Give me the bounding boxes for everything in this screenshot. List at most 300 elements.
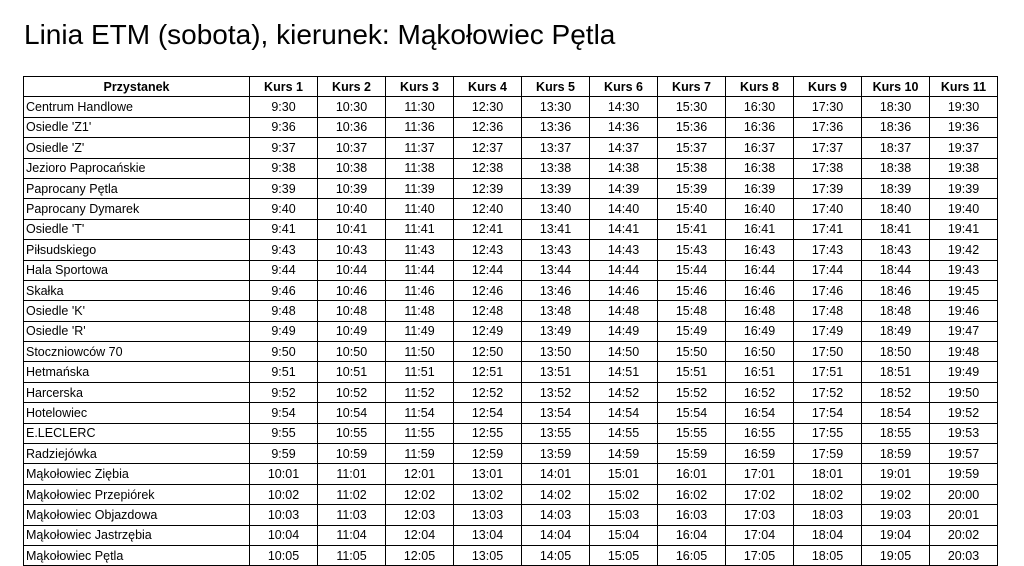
table-row xyxy=(24,403,998,423)
departure-time-cell: 16:48 xyxy=(726,301,794,321)
departure-time-cell: 10:05 xyxy=(250,545,318,565)
departure-time-cell: 16:54 xyxy=(726,403,794,423)
departure-time-cell: 16:04 xyxy=(658,525,726,545)
departure-time-cell: 10:50 xyxy=(318,342,386,362)
table-row xyxy=(24,342,998,362)
departure-time-cell: 14:51 xyxy=(590,362,658,382)
departure-time-cell: 16:52 xyxy=(726,382,794,402)
column-header-kurs-6: Kurs 6 xyxy=(590,77,658,97)
table-row xyxy=(24,545,998,565)
departure-time-cell: 18:39 xyxy=(862,178,930,198)
departure-time-cell: 13:05 xyxy=(454,545,522,565)
departure-time-cell: 15:40 xyxy=(658,199,726,219)
stop-name-cell: Mąkołowiec Jastrzębia xyxy=(24,525,250,545)
departure-time-cell: 17:30 xyxy=(794,97,862,117)
departure-time-cell: 13:03 xyxy=(454,505,522,525)
departure-time-cell: 10:01 xyxy=(250,464,318,484)
departure-time-cell: 11:46 xyxy=(386,280,454,300)
departure-time-cell: 11:01 xyxy=(318,464,386,484)
departure-time-cell: 11:59 xyxy=(386,444,454,464)
departure-time-cell: 17:46 xyxy=(794,280,862,300)
departure-time-cell: 14:37 xyxy=(590,138,658,158)
departure-time-cell: 15:41 xyxy=(658,219,726,239)
departure-time-cell: 9:44 xyxy=(250,260,318,280)
table-row xyxy=(24,199,998,219)
departure-time-cell: 15:59 xyxy=(658,444,726,464)
departure-time-cell: 16:40 xyxy=(726,199,794,219)
departure-time-cell: 18:04 xyxy=(794,525,862,545)
departure-time-cell: 13:44 xyxy=(522,260,590,280)
departure-time-cell: 19:43 xyxy=(930,260,998,280)
departure-time-cell: 17:43 xyxy=(794,240,862,260)
timetable xyxy=(23,76,998,566)
departure-time-cell: 14:54 xyxy=(590,403,658,423)
departure-time-cell: 18:37 xyxy=(862,138,930,158)
departure-time-cell: 14:05 xyxy=(522,545,590,565)
departure-time-cell: 15:52 xyxy=(658,382,726,402)
table-row xyxy=(24,444,998,464)
departure-time-cell: 13:02 xyxy=(454,484,522,504)
departure-time-cell: 11:54 xyxy=(386,403,454,423)
departure-time-cell: 14:01 xyxy=(522,464,590,484)
departure-time-cell: 13:04 xyxy=(454,525,522,545)
column-header-stop: Przystanek xyxy=(24,77,250,97)
table-row xyxy=(24,138,998,158)
departure-time-cell: 12:04 xyxy=(386,525,454,545)
departure-time-cell: 16:51 xyxy=(726,362,794,382)
departure-time-cell: 15:51 xyxy=(658,362,726,382)
departure-time-cell: 9:50 xyxy=(250,342,318,362)
departure-time-cell: 16:41 xyxy=(726,219,794,239)
departure-time-cell: 18:51 xyxy=(862,362,930,382)
column-header-kurs-4: Kurs 4 xyxy=(454,77,522,97)
departure-time-cell: 9:51 xyxy=(250,362,318,382)
departure-time-cell: 19:40 xyxy=(930,199,998,219)
departure-time-cell: 19:45 xyxy=(930,280,998,300)
departure-time-cell: 19:36 xyxy=(930,117,998,137)
departure-time-cell: 18:43 xyxy=(862,240,930,260)
departure-time-cell: 10:30 xyxy=(318,97,386,117)
stop-name-cell: Mąkołowiec Pętla xyxy=(24,545,250,565)
departure-time-cell: 13:54 xyxy=(522,403,590,423)
departure-time-cell: 16:46 xyxy=(726,280,794,300)
departure-time-cell: 18:59 xyxy=(862,444,930,464)
departure-time-cell: 20:02 xyxy=(930,525,998,545)
table-row xyxy=(24,158,998,178)
departure-time-cell: 9:39 xyxy=(250,178,318,198)
departure-time-cell: 19:53 xyxy=(930,423,998,443)
departure-time-cell: 16:02 xyxy=(658,484,726,504)
departure-time-cell: 10:46 xyxy=(318,280,386,300)
departure-time-cell: 12:50 xyxy=(454,342,522,362)
departure-time-cell: 14:59 xyxy=(590,444,658,464)
departure-time-cell: 9:36 xyxy=(250,117,318,137)
departure-time-cell: 14:04 xyxy=(522,525,590,545)
departure-time-cell: 18:52 xyxy=(862,382,930,402)
departure-time-cell: 12:55 xyxy=(454,423,522,443)
departure-time-cell: 9:41 xyxy=(250,219,318,239)
table-body xyxy=(24,97,998,566)
departure-time-cell: 16:43 xyxy=(726,240,794,260)
column-header-kurs-7: Kurs 7 xyxy=(658,77,726,97)
departure-time-cell: 14:50 xyxy=(590,342,658,362)
departure-time-cell: 10:43 xyxy=(318,240,386,260)
departure-time-cell: 10:55 xyxy=(318,423,386,443)
departure-time-cell: 15:30 xyxy=(658,97,726,117)
departure-time-cell: 14:36 xyxy=(590,117,658,137)
departure-time-cell: 12:54 xyxy=(454,403,522,423)
departure-time-cell: 17:50 xyxy=(794,342,862,362)
table-row xyxy=(24,464,998,484)
departure-time-cell: 13:51 xyxy=(522,362,590,382)
departure-time-cell: 18:02 xyxy=(794,484,862,504)
table-row xyxy=(24,484,998,504)
departure-time-cell: 16:05 xyxy=(658,545,726,565)
departure-time-cell: 19:30 xyxy=(930,97,998,117)
stop-name-cell: Osiedle 'Z1' xyxy=(24,117,250,137)
departure-time-cell: 12:48 xyxy=(454,301,522,321)
departure-time-cell: 11:05 xyxy=(318,545,386,565)
departure-time-cell: 10:04 xyxy=(250,525,318,545)
departure-time-cell: 12:01 xyxy=(386,464,454,484)
departure-time-cell: 14:43 xyxy=(590,240,658,260)
departure-time-cell: 12:40 xyxy=(454,199,522,219)
table-row xyxy=(24,178,998,198)
departure-time-cell: 12:30 xyxy=(454,97,522,117)
departure-time-cell: 10:48 xyxy=(318,301,386,321)
departure-time-cell: 9:52 xyxy=(250,382,318,402)
stop-name-cell: Hetmańska xyxy=(24,362,250,382)
departure-time-cell: 14:46 xyxy=(590,280,658,300)
departure-time-cell: 9:37 xyxy=(250,138,318,158)
departure-time-cell: 17:36 xyxy=(794,117,862,137)
departure-time-cell: 9:46 xyxy=(250,280,318,300)
departure-time-cell: 10:38 xyxy=(318,158,386,178)
departure-time-cell: 18:41 xyxy=(862,219,930,239)
departure-time-cell: 17:49 xyxy=(794,321,862,341)
departure-time-cell: 12:41 xyxy=(454,219,522,239)
departure-time-cell: 12:38 xyxy=(454,158,522,178)
departure-time-cell: 19:52 xyxy=(930,403,998,423)
departure-time-cell: 17:51 xyxy=(794,362,862,382)
stop-name-cell: Osiedle 'Z' xyxy=(24,138,250,158)
departure-time-cell: 12:02 xyxy=(386,484,454,504)
departure-time-cell: 11:37 xyxy=(386,138,454,158)
stop-name-cell: Paprocany Dymarek xyxy=(24,199,250,219)
departure-time-cell: 13:30 xyxy=(522,97,590,117)
departure-time-cell: 19:46 xyxy=(930,301,998,321)
departure-time-cell: 20:03 xyxy=(930,545,998,565)
departure-time-cell: 10:40 xyxy=(318,199,386,219)
departure-time-cell: 14:38 xyxy=(590,158,658,178)
table-row xyxy=(24,219,998,239)
departure-time-cell: 13:55 xyxy=(522,423,590,443)
departure-time-cell: 9:38 xyxy=(250,158,318,178)
departure-time-cell: 13:49 xyxy=(522,321,590,341)
departure-time-cell: 12:49 xyxy=(454,321,522,341)
stop-name-cell: Stoczniowców 70 xyxy=(24,342,250,362)
departure-time-cell: 16:01 xyxy=(658,464,726,484)
departure-time-cell: 14:40 xyxy=(590,199,658,219)
stop-name-cell: Hotelowiec xyxy=(24,403,250,423)
departure-time-cell: 16:50 xyxy=(726,342,794,362)
departure-time-cell: 9:43 xyxy=(250,240,318,260)
column-header-kurs-8: Kurs 8 xyxy=(726,77,794,97)
departure-time-cell: 15:02 xyxy=(590,484,658,504)
departure-time-cell: 17:39 xyxy=(794,178,862,198)
departure-time-cell: 10:36 xyxy=(318,117,386,137)
departure-time-cell: 11:55 xyxy=(386,423,454,443)
departure-time-cell: 15:50 xyxy=(658,342,726,362)
departure-time-cell: 18:03 xyxy=(794,505,862,525)
table-row xyxy=(24,280,998,300)
departure-time-cell: 11:43 xyxy=(386,240,454,260)
departure-time-cell: 14:30 xyxy=(590,97,658,117)
departure-time-cell: 11:44 xyxy=(386,260,454,280)
departure-time-cell: 19:03 xyxy=(862,505,930,525)
departure-time-cell: 11:36 xyxy=(386,117,454,137)
departure-time-cell: 17:59 xyxy=(794,444,862,464)
departure-time-cell: 17:44 xyxy=(794,260,862,280)
column-header-kurs-9: Kurs 9 xyxy=(794,77,862,97)
stop-name-cell: Osiedle 'R' xyxy=(24,321,250,341)
stop-name-cell: Mąkołowiec Ziębia xyxy=(24,464,250,484)
departure-time-cell: 18:40 xyxy=(862,199,930,219)
departure-time-cell: 10:41 xyxy=(318,219,386,239)
departure-time-cell: 15:43 xyxy=(658,240,726,260)
departure-time-cell: 13:39 xyxy=(522,178,590,198)
departure-time-cell: 9:48 xyxy=(250,301,318,321)
departure-time-cell: 15:04 xyxy=(590,525,658,545)
departure-time-cell: 16:30 xyxy=(726,97,794,117)
departure-time-cell: 11:49 xyxy=(386,321,454,341)
departure-time-cell: 13:59 xyxy=(522,444,590,464)
departure-time-cell: 16:44 xyxy=(726,260,794,280)
stop-name-cell: Mąkołowiec Objazdowa xyxy=(24,505,250,525)
departure-time-cell: 11:40 xyxy=(386,199,454,219)
departure-time-cell: 18:49 xyxy=(862,321,930,341)
departure-time-cell: 13:01 xyxy=(454,464,522,484)
departure-time-cell: 19:59 xyxy=(930,464,998,484)
departure-time-cell: 11:51 xyxy=(386,362,454,382)
departure-time-cell: 19:02 xyxy=(862,484,930,504)
departure-time-cell: 12:44 xyxy=(454,260,522,280)
departure-time-cell: 12:43 xyxy=(454,240,522,260)
table-row xyxy=(24,301,998,321)
departure-time-cell: 17:05 xyxy=(726,545,794,565)
departure-time-cell: 10:02 xyxy=(250,484,318,504)
departure-time-cell: 9:54 xyxy=(250,403,318,423)
departure-time-cell: 12:37 xyxy=(454,138,522,158)
departure-time-cell: 12:36 xyxy=(454,117,522,137)
departure-time-cell: 11:39 xyxy=(386,178,454,198)
column-header-kurs-5: Kurs 5 xyxy=(522,77,590,97)
departure-time-cell: 14:03 xyxy=(522,505,590,525)
table-row xyxy=(24,240,998,260)
departure-time-cell: 13:52 xyxy=(522,382,590,402)
departure-time-cell: 17:37 xyxy=(794,138,862,158)
departure-time-cell: 19:42 xyxy=(930,240,998,260)
departure-time-cell: 12:39 xyxy=(454,178,522,198)
departure-time-cell: 10:51 xyxy=(318,362,386,382)
departure-time-cell: 11:04 xyxy=(318,525,386,545)
departure-time-cell: 13:37 xyxy=(522,138,590,158)
departure-time-cell: 16:38 xyxy=(726,158,794,178)
departure-time-cell: 18:50 xyxy=(862,342,930,362)
departure-time-cell: 17:54 xyxy=(794,403,862,423)
departure-time-cell: 10:03 xyxy=(250,505,318,525)
departure-time-cell: 11:48 xyxy=(386,301,454,321)
departure-time-cell: 10:39 xyxy=(318,178,386,198)
departure-time-cell: 9:40 xyxy=(250,199,318,219)
stop-name-cell: Paprocany Pętla xyxy=(24,178,250,198)
departure-time-cell: 18:55 xyxy=(862,423,930,443)
departure-time-cell: 15:01 xyxy=(590,464,658,484)
departure-time-cell: 18:44 xyxy=(862,260,930,280)
departure-time-cell: 11:52 xyxy=(386,382,454,402)
departure-time-cell: 16:49 xyxy=(726,321,794,341)
departure-time-cell: 13:40 xyxy=(522,199,590,219)
table-row xyxy=(24,525,998,545)
departure-time-cell: 13:50 xyxy=(522,342,590,362)
departure-time-cell: 15:05 xyxy=(590,545,658,565)
departure-time-cell: 19:39 xyxy=(930,178,998,198)
table-row xyxy=(24,423,998,443)
stop-name-cell: Radziejówka xyxy=(24,444,250,464)
departure-time-cell: 18:54 xyxy=(862,403,930,423)
departure-time-cell: 10:59 xyxy=(318,444,386,464)
departure-time-cell: 19:05 xyxy=(862,545,930,565)
departure-time-cell: 18:05 xyxy=(794,545,862,565)
departure-time-cell: 15:54 xyxy=(658,403,726,423)
departure-time-cell: 11:50 xyxy=(386,342,454,362)
table-row xyxy=(24,97,998,117)
departure-time-cell: 16:39 xyxy=(726,178,794,198)
stop-name-cell: Centrum Handlowe xyxy=(24,97,250,117)
departure-time-cell: 18:30 xyxy=(862,97,930,117)
stop-name-cell: Harcerska xyxy=(24,382,250,402)
departure-time-cell: 17:04 xyxy=(726,525,794,545)
departure-time-cell: 10:44 xyxy=(318,260,386,280)
departure-time-cell: 11:02 xyxy=(318,484,386,504)
departure-time-cell: 19:50 xyxy=(930,382,998,402)
departure-time-cell: 17:03 xyxy=(726,505,794,525)
table-header-row xyxy=(24,77,998,97)
departure-time-cell: 17:40 xyxy=(794,199,862,219)
departure-time-cell: 18:38 xyxy=(862,158,930,178)
departure-time-cell: 14:41 xyxy=(590,219,658,239)
departure-time-cell: 17:52 xyxy=(794,382,862,402)
departure-time-cell: 19:38 xyxy=(930,158,998,178)
departure-time-cell: 10:37 xyxy=(318,138,386,158)
departure-time-cell: 10:54 xyxy=(318,403,386,423)
column-header-kurs-1: Kurs 1 xyxy=(250,77,318,97)
departure-time-cell: 14:52 xyxy=(590,382,658,402)
stop-name-cell: Hala Sportowa xyxy=(24,260,250,280)
table-row xyxy=(24,321,998,341)
departure-time-cell: 16:36 xyxy=(726,117,794,137)
departure-time-cell: 14:49 xyxy=(590,321,658,341)
departure-time-cell: 15:03 xyxy=(590,505,658,525)
departure-time-cell: 11:30 xyxy=(386,97,454,117)
departure-time-cell: 19:49 xyxy=(930,362,998,382)
departure-time-cell: 14:02 xyxy=(522,484,590,504)
departure-time-cell: 17:38 xyxy=(794,158,862,178)
departure-time-cell: 13:48 xyxy=(522,301,590,321)
departure-time-cell: 16:55 xyxy=(726,423,794,443)
departure-time-cell: 20:01 xyxy=(930,505,998,525)
column-header-kurs-10: Kurs 10 xyxy=(862,77,930,97)
departure-time-cell: 17:48 xyxy=(794,301,862,321)
table-row xyxy=(24,260,998,280)
departure-time-cell: 14:55 xyxy=(590,423,658,443)
departure-time-cell: 12:46 xyxy=(454,280,522,300)
departure-time-cell: 13:38 xyxy=(522,158,590,178)
departure-time-cell: 15:44 xyxy=(658,260,726,280)
departure-time-cell: 11:41 xyxy=(386,219,454,239)
stop-name-cell: Osiedle 'T' xyxy=(24,219,250,239)
departure-time-cell: 19:01 xyxy=(862,464,930,484)
departure-time-cell: 15:46 xyxy=(658,280,726,300)
departure-time-cell: 15:55 xyxy=(658,423,726,443)
departure-time-cell: 9:55 xyxy=(250,423,318,443)
departure-time-cell: 18:36 xyxy=(862,117,930,137)
page-title: Linia ETM (sobota), kierunek: Mąkołowiec Pętla xyxy=(24,19,616,50)
stop-name-cell: Skałka xyxy=(24,280,250,300)
departure-time-cell: 19:48 xyxy=(930,342,998,362)
table-row xyxy=(24,362,998,382)
table-row xyxy=(24,505,998,525)
stop-name-cell: Piłsudskiego xyxy=(24,240,250,260)
departure-time-cell: 12:52 xyxy=(454,382,522,402)
departure-time-cell: 19:41 xyxy=(930,219,998,239)
departure-time-cell: 19:04 xyxy=(862,525,930,545)
departure-time-cell: 18:48 xyxy=(862,301,930,321)
column-header-kurs-11: Kurs 11 xyxy=(930,77,998,97)
departure-time-cell: 12:59 xyxy=(454,444,522,464)
departure-time-cell: 11:03 xyxy=(318,505,386,525)
stop-name-cell: Osiedle 'K' xyxy=(24,301,250,321)
departure-time-cell: 13:41 xyxy=(522,219,590,239)
stop-name-cell: Jezioro Paprocańskie xyxy=(24,158,250,178)
departure-time-cell: 9:30 xyxy=(250,97,318,117)
departure-time-cell: 18:46 xyxy=(862,280,930,300)
departure-time-cell: 15:48 xyxy=(658,301,726,321)
departure-time-cell: 19:37 xyxy=(930,138,998,158)
departure-time-cell: 18:01 xyxy=(794,464,862,484)
departure-time-cell: 16:37 xyxy=(726,138,794,158)
departure-time-cell: 13:36 xyxy=(522,117,590,137)
departure-time-cell: 11:38 xyxy=(386,158,454,178)
departure-time-cell: 16:03 xyxy=(658,505,726,525)
departure-time-cell: 14:44 xyxy=(590,260,658,280)
table-row xyxy=(24,117,998,137)
departure-time-cell: 16:59 xyxy=(726,444,794,464)
departure-time-cell: 9:59 xyxy=(250,444,318,464)
departure-time-cell: 14:48 xyxy=(590,301,658,321)
departure-time-cell: 10:49 xyxy=(318,321,386,341)
stop-name-cell: Mąkołowiec Przepiórek xyxy=(24,484,250,504)
departure-time-cell: 13:46 xyxy=(522,280,590,300)
departure-time-cell: 13:43 xyxy=(522,240,590,260)
departure-time-cell: 19:57 xyxy=(930,444,998,464)
departure-time-cell: 14:39 xyxy=(590,178,658,198)
stop-name-cell: E.LECLERC xyxy=(24,423,250,443)
departure-time-cell: 17:02 xyxy=(726,484,794,504)
departure-time-cell: 10:52 xyxy=(318,382,386,402)
departure-time-cell: 9:49 xyxy=(250,321,318,341)
departure-time-cell: 17:01 xyxy=(726,464,794,484)
